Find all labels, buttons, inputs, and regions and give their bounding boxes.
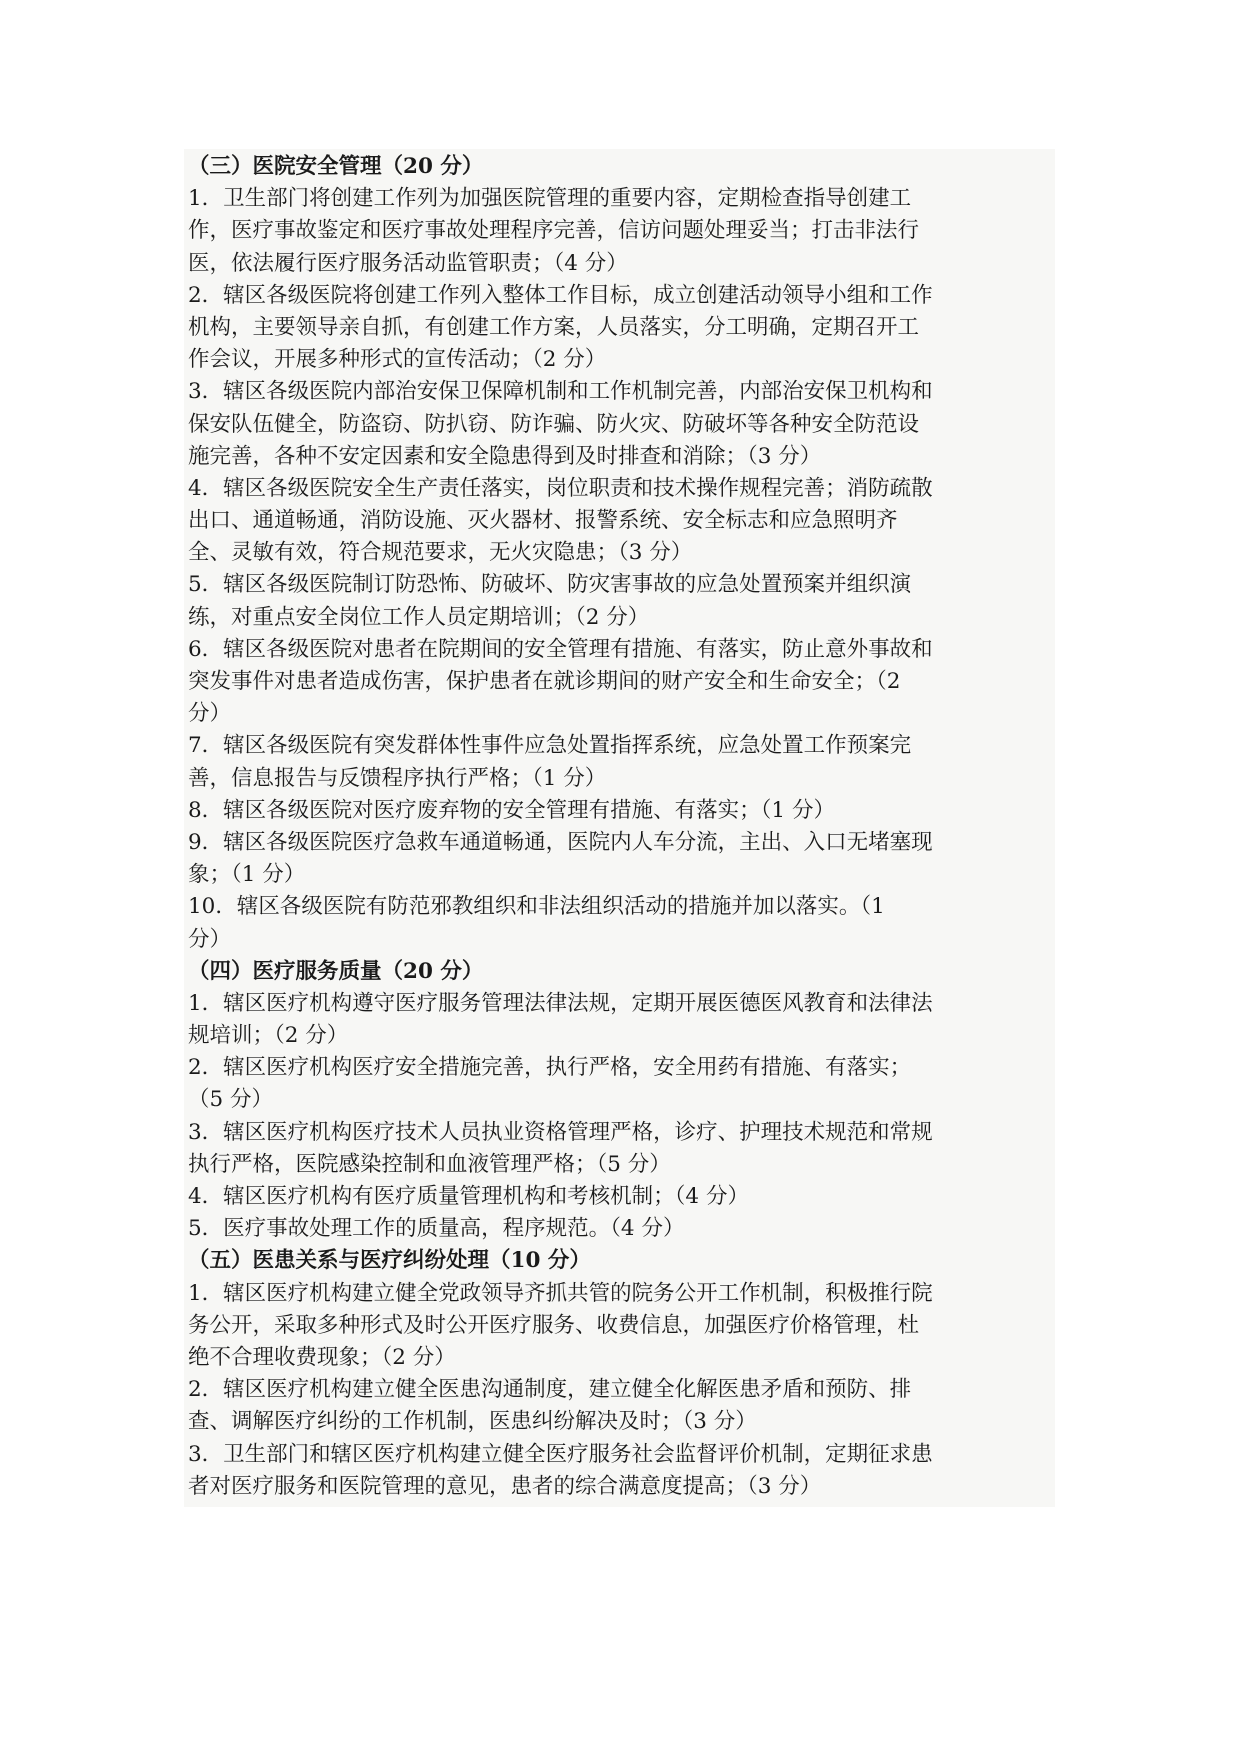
text-line: 保安队伍健全，防盗窃、防扒窃、防诈骗、防火灾、防破坏等各种安全防范设 — [188, 411, 920, 437]
text-line: 善，信息报告与反馈程序执行严格；（1 分） — [188, 765, 607, 791]
text-line: 3．卫生部门和辖区医疗机构建立健全医疗服务社会监督评价机制，定期征求患 — [188, 1441, 933, 1467]
text-line: 规培训；（2 分） — [188, 1023, 349, 1049]
text-line: 机构，主要领导亲自抓，有创建工作方案，人员落实，分工明确，定期召开工 — [188, 314, 920, 340]
text-line: 练，对重点安全岗位工作人员定期培训；（2 分） — [188, 604, 650, 630]
text-line: 10．辖区各级医院有防范邪教组织和非法组织活动的措施并加以落实。（1 — [188, 894, 885, 920]
text-line: 5．辖区各级医院制订防恐怖、防破坏、防灾害事故的应急处置预案并组织演 — [188, 572, 912, 598]
text-line: 8．辖区各级医院对医疗废弃物的安全管理有措施、有落实；（1 分） — [188, 797, 835, 823]
text-line: 9．辖区各级医院医疗急救车通道畅通，医院内人车分流，主出、入口无堵塞现 — [188, 829, 933, 855]
text-line: 5．医疗事故处理工作的质量高，程序规范。（4 分） — [188, 1216, 685, 1242]
text-line: 者对医疗服务和医院管理的意见，患者的综合满意度提高；（3 分） — [188, 1473, 822, 1499]
text-line: 4．辖区医疗机构有医疗质量管理机构和考核机制；（4 分） — [188, 1184, 749, 1209]
text-line: 分） — [188, 701, 232, 727]
text-line: 执行严格，医院感染控制和血液管理严格；（5 分） — [188, 1151, 671, 1177]
section-heading: （四）医疗服务质量（20 分） — [188, 958, 484, 984]
text-line: 3．辖区医疗机构医疗技术人员执业资格管理严格，诊疗、护理技术规范和常规 — [188, 1119, 933, 1145]
section-heading: （三）医院安全管理（20 分） — [188, 154, 484, 179]
text-line: 医，依法履行医疗服务活动监管职责；（4 分） — [188, 250, 628, 276]
text-line: 象；（1 分） — [188, 862, 306, 888]
text-line: 1．辖区医疗机构建立健全党政领导齐抓共管的院务公开工作机制，积极推行院 — [188, 1280, 933, 1306]
text-line: 6．辖区各级医院对患者在院期间的安全管理有措施、有落实，防止意外事故和 — [188, 636, 933, 662]
text-line: 作会议，开展多种形式的宣传活动；（2 分） — [188, 347, 607, 373]
text-line: （5 分） — [188, 1087, 274, 1113]
text-line: 2．辖区医疗机构建立健全医患沟通制度，建立健全化解医患矛盾和预防、排 — [188, 1377, 912, 1403]
text-line: 分） — [188, 926, 232, 952]
text-line: 出口、通道畅通，消防设施、灭火器材、报警系统、安全标志和应急照明齐 — [188, 508, 898, 534]
text-line: 2．辖区各级医院将创建工作列入整体工作目标，成立创建活动领导小组和工作 — [188, 282, 933, 308]
document-body — [184, 149, 1055, 1507]
text-line: 作，医疗事故鉴定和医疗事故处理程序完善，信访问题处理妥当；打击非法行 — [188, 218, 920, 244]
text-line: 施完善，各种不安定因素和安全隐患得到及时排查和消除；（3 分） — [188, 443, 822, 469]
section-heading: （五）医患关系与医疗纠纷处理（10 分） — [188, 1248, 591, 1274]
text-line: 查、调解医疗纠纷的工作机制，医患纠纷解决及时；（3 分） — [188, 1409, 757, 1435]
text-line: 2．辖区医疗机构医疗安全措施完善，执行严格，安全用药有措施、有落实； — [188, 1055, 912, 1081]
text-line: 3．辖区各级医院内部治安保卫保障机制和工作机制完善，内部治安保卫机构和 — [188, 379, 933, 405]
text-line: 务公开，采取多种形式及时公开医疗服务、收费信息，加强医疗价格管理，杜 — [188, 1312, 920, 1338]
text-line: 1．卫生部门将创建工作列为加强医院管理的重要内容，定期检查指导创建工 — [188, 186, 912, 212]
text-line: 全、灵敏有效，符合规范要求，无火灾隐患；（3 分） — [188, 540, 693, 566]
text-line: 1．辖区医疗机构遵守医疗服务管理法律法规，定期开展医德医风教育和法律法 — [188, 990, 933, 1016]
text-line: 4．辖区各级医院安全生产责任落实，岗位职责和技术操作规程完善；消防疏散 — [188, 475, 933, 501]
text-line: 7．辖区各级医院有突发群体性事件应急处置指挥系统，应急处置工作预案完 — [188, 733, 912, 759]
text-line: 绝不合理收费现象；（2 分） — [188, 1344, 456, 1370]
text-line: 突发事件对患者造成伤害，保护患者在就诊期间的财产安全和生命安全；（2 — [188, 669, 901, 694]
